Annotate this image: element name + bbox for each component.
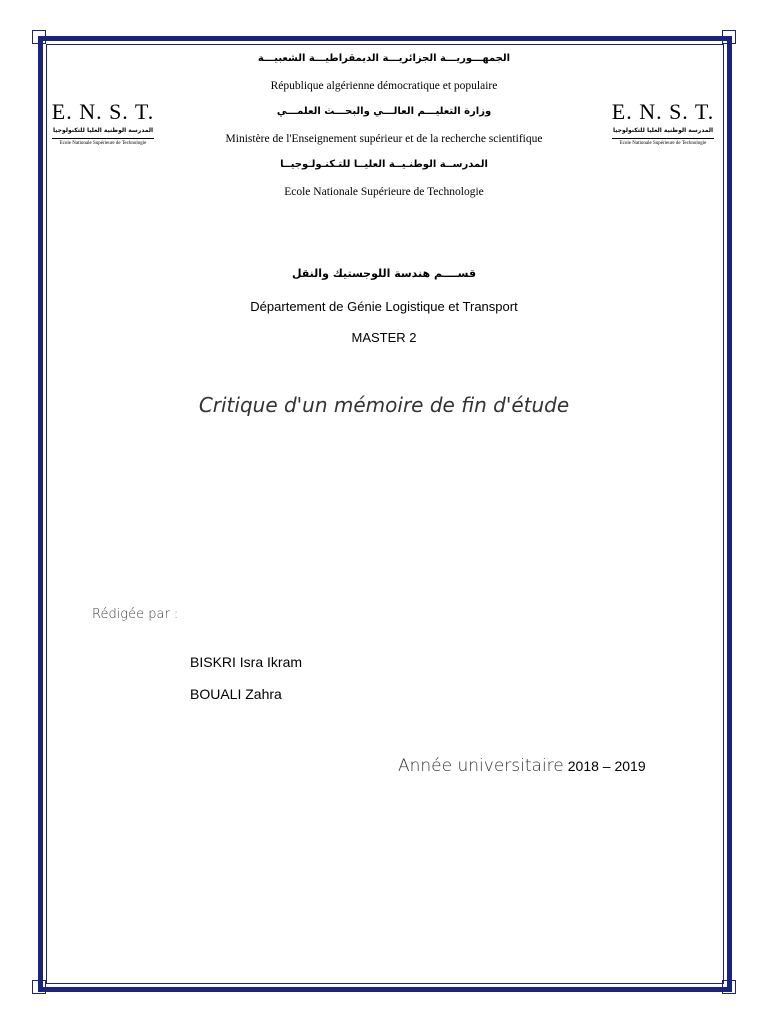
- logo-abbreviation: E. N. S. T.: [51, 99, 155, 124]
- header-french-republic: République algérienne démocratique et populaire: [270, 80, 498, 92]
- school-logo-left: [50, 100, 156, 147]
- border-corner-ornament: [32, 30, 46, 44]
- academic-year: [398, 756, 646, 776]
- document-title: Critique d'un mémoire de fin d'étude: [198, 393, 570, 417]
- logo-french-name: Ecole Nationale Supérieure de Technologie: [59, 141, 147, 146]
- authors-label: Rédigée par :: [92, 607, 179, 622]
- page-border-inner: [46, 44, 724, 984]
- header-french-ministry: Ministère de l'Enseignement supérieur et de la recherche scientifique: [225, 133, 543, 145]
- logo-arabic-name: المدرسة الوطنية العليا للتكنولوجيا: [612, 127, 714, 134]
- header-arabic-republic: الجمهـــوريـــة الجزائريـــة الديمقراطيـــة الشعبيـــة: [257, 53, 511, 64]
- logo-arabic-name: المدرسة الوطنية العليا للتكنولوجيا: [52, 127, 154, 134]
- logo-french-name: Ecole Nationale Supérieure de Technologie: [619, 141, 707, 146]
- academic-year-label: Année universitaire: [398, 756, 564, 776]
- department-arabic: قســــم هندسة اللوجستيك والنقل: [291, 267, 477, 280]
- department-french: Département de Génie Logistique et Transport: [250, 299, 518, 314]
- logo-rule: [52, 138, 154, 139]
- header-arabic-school: المدرســة الوطنـيــة العليــا للتـكنـولـوجيــا: [280, 159, 488, 170]
- header-arabic-ministry: وزارة التعليـــم العالـــي والبحـــث العلمـــي: [276, 106, 492, 117]
- border-corner-ornament: [722, 980, 736, 994]
- school-logo-right: [610, 100, 716, 147]
- author-name: BISKRI Isra Ikram: [190, 654, 303, 670]
- master-level: MASTER 2: [351, 330, 417, 345]
- header-french-school: Ecole Nationale Supérieure de Technologie: [284, 186, 484, 198]
- logo-abbreviation: E. N. S. T.: [611, 99, 715, 124]
- border-corner-ornament: [722, 30, 736, 44]
- author-name: BOUALI Zahra: [190, 686, 282, 702]
- academic-year-value: 2018 – 2019: [567, 758, 646, 774]
- logo-rule: [612, 138, 714, 139]
- border-corner-ornament: [32, 980, 46, 994]
